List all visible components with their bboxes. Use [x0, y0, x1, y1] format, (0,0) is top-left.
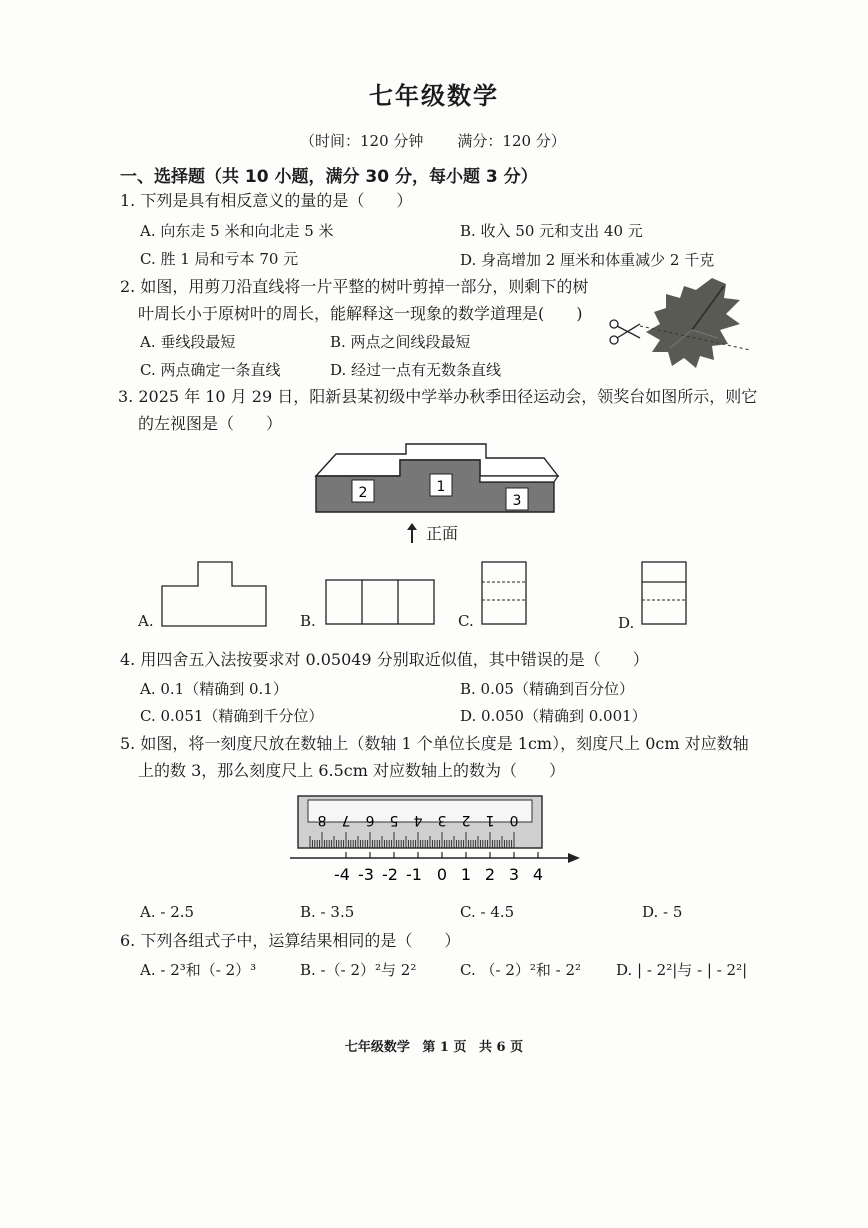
q3-option-a-figure — [160, 560, 270, 628]
axis-label: 3 — [508, 865, 520, 884]
podium-label-1: 1 — [436, 479, 446, 495]
q3-option-b-label: B. — [300, 612, 316, 630]
leaf-scissors-figure — [600, 268, 760, 384]
q5-option-a: A. - 2.5 — [140, 903, 195, 921]
exam-info — [300, 130, 566, 151]
q3-option-d-label: D. — [618, 614, 635, 632]
section-heading: 一、选择题（共 10 小题，满分 30 分，每小题 3 分） — [120, 167, 538, 187]
q6-option-b: B. -（- 2）²与 2² — [300, 961, 417, 979]
axis-arrow-icon — [568, 853, 580, 863]
exam-time: （时间：120 分钟 — [300, 132, 424, 150]
axis-label: -3 — [358, 865, 374, 884]
question-5-stem-line1: 5. 如图，将一刻度尺放在数轴上（数轴 1 个单位长度是 1cm），刻度尺上 0cm 对应数轴 — [120, 734, 749, 753]
question-5-stem-line2: 上的数 3，那么刻度尺上 6.5cm 对应数轴上的数为（ ） — [138, 761, 566, 780]
q1-option-c: C. 胜 1 局和亏本 70 元 — [140, 250, 299, 268]
q4-option-c: C. 0.051（精确到千分位） — [140, 707, 324, 725]
q1-option-d: D. 身高增加 2 厘米和体重减少 2 千克 — [460, 251, 715, 269]
q2-option-a: A. 垂线段最短 — [140, 333, 236, 351]
q5-option-c: C. - 4.5 — [460, 903, 515, 921]
q2-option-d: D. 经过一点有无数条直线 — [330, 361, 502, 379]
q1-option-b: B. 收入 50 元和支出 40 元 — [460, 222, 643, 240]
q3-option-d-figure — [640, 560, 690, 628]
q3-option-a-label: A. — [138, 612, 154, 630]
page-title: 七年级数学 — [369, 81, 499, 110]
q5-option-b: B. - 3.5 — [300, 903, 355, 921]
question-3-stem-line2: 的左视图是（ ） — [138, 414, 283, 433]
axis-label: -2 — [382, 865, 398, 884]
q2-option-b: B. 两点之间线段最短 — [330, 333, 471, 351]
axis-labels — [334, 865, 543, 884]
podium-label-2: 2 — [358, 485, 368, 501]
footer-page-number: 第 1 页 — [422, 1040, 467, 1055]
question-2-stem-line2: 叶周长小于原树叶的周长，能解释这一现象的数学道理是( ) — [138, 304, 583, 323]
q4-option-b: B. 0.05（精确到百分位） — [460, 680, 634, 698]
q5-option-d: D. - 5 — [642, 903, 683, 921]
question-1-stem: 1. 下列是具有相反意义的量的是（ ） — [120, 191, 413, 210]
q6-option-c: C. （- 2）²和 - 2² — [460, 961, 582, 979]
ruler-labels — [318, 812, 519, 828]
axis-label: -1 — [406, 865, 422, 884]
podium-label-3: 3 — [512, 493, 522, 509]
ruler-label: 7 — [341, 812, 351, 828]
question-2-stem-line1: 2. 如图，用剪刀沿直线将一片平整的树叶剪掉一部分，则剩下的树 — [120, 277, 589, 296]
footer-subject: 七年级数学 — [344, 1040, 410, 1055]
ruler-label: 0 — [509, 812, 519, 828]
q4-option-d: D. 0.050（精确到 0.001） — [460, 707, 647, 725]
q4-option-a: A. 0.1（精确到 0.1） — [140, 680, 288, 698]
q3-option-c-label: C. — [458, 612, 474, 630]
front-label: 正面 — [426, 524, 459, 543]
q1-option-a: A. 向东走 5 米和向北走 5 米 — [140, 222, 334, 240]
ruler-number-line-figure — [288, 794, 584, 886]
question-4-stem: 4. 用四舍五入法按要求对 0.05049 分别取近似值，其中错误的是（ ） — [120, 650, 649, 669]
axis-label: 1 — [460, 865, 472, 884]
question-3-stem-line1: 3. 2025 年 10 月 29 日，阳新县某初级中学举办秋季田径运动会，领奖台如图所示，则它 — [118, 387, 758, 406]
ruler-label: 8 — [317, 812, 327, 828]
leaf-shape — [646, 278, 740, 368]
q2-option-c: C. 两点确定一条直线 — [140, 361, 281, 379]
up-arrow-icon — [404, 522, 420, 544]
q6-option-d: D. | - 2²|与 - | - 2²| — [616, 961, 748, 979]
ruler-label: 1 — [485, 812, 495, 828]
ruler-label: 6 — [365, 812, 375, 828]
axis-label: 4 — [532, 865, 544, 884]
scissors-icon — [610, 320, 640, 344]
q3-option-b-figure — [324, 578, 438, 628]
q3-option-c-figure — [480, 560, 530, 628]
ruler-label: 2 — [461, 812, 471, 828]
ruler-label: 4 — [413, 812, 423, 828]
axis-label: 2 — [484, 865, 496, 884]
axis-label: -4 — [334, 865, 350, 884]
podium-figure — [310, 436, 566, 520]
ruler-label: 3 — [437, 812, 447, 828]
exam-score: 满分：120 分） — [457, 132, 566, 150]
page-footer — [0, 1036, 868, 1055]
axis-label: 0 — [436, 865, 448, 884]
ruler-label: 5 — [389, 812, 399, 828]
footer-total-pages: 共 6 页 — [479, 1040, 524, 1055]
axis-ticks — [346, 852, 538, 858]
question-6-stem: 6. 下列各组式子中，运算结果相同的是（ ） — [120, 931, 461, 950]
q6-option-a: A. - 2³和（- 2）³ — [140, 961, 257, 979]
